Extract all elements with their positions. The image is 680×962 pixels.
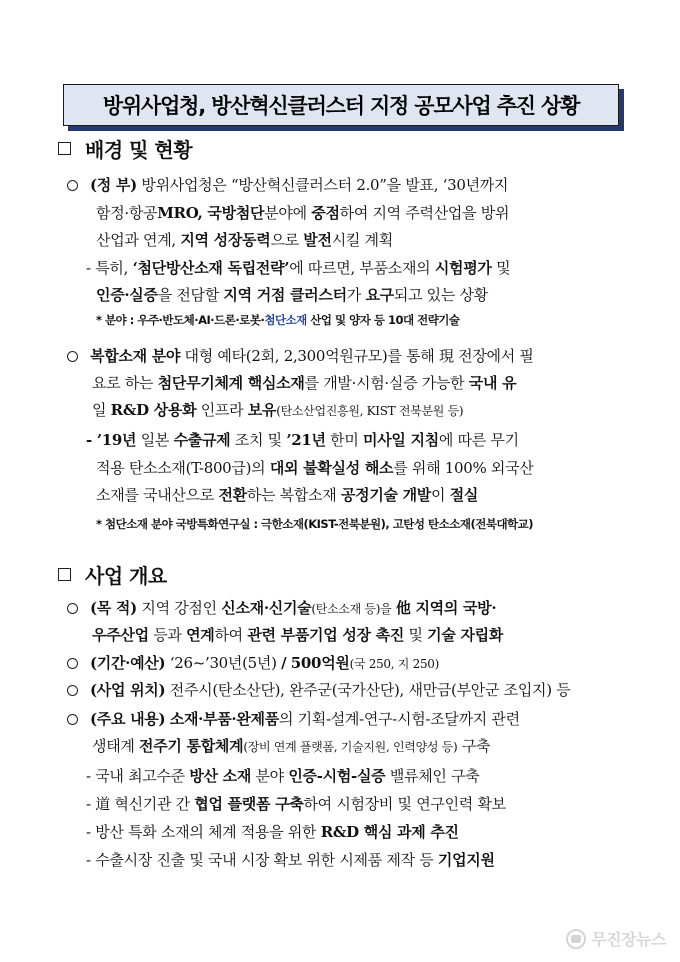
text-span: 되고 있는 상황 [393,286,488,304]
text-span: 방위사업청은 “방산혁신클러스터 2.0”을 발표, ‘30년까지 [141,176,509,194]
text-span: 이 [431,486,446,504]
watermark-text: 무진장뉴스 [591,930,666,949]
text-span: 전주시(탄소산단), 완주군(국가산단), 새만금(부안군 조입지) 등 [169,681,571,699]
bold-span: - ’19년 [86,431,137,449]
bold-span: 미사일 지침 [363,431,439,449]
bold-span: 중점 [311,204,340,222]
title-box [63,84,619,126]
text-span: 인프라 [200,401,244,419]
bold-span: R&D 상용화 [110,401,197,419]
text-span: (탄소산업진흥원, KIST 전북분원 등) [276,404,464,418]
bold-span: 전환 [218,486,247,504]
text-span: 의 기획-설계-연구-시험-조달까지 관련 [278,710,520,728]
text-span: 등과 [153,626,182,644]
paragraph-label: (사업 위치) [90,681,166,699]
section-title: 배경 및 현황 [85,138,193,162]
paragraph-line [67,709,520,729]
text-span: 에 따른 무기 [438,431,519,449]
logo-icon [566,929,586,949]
bold-span: 기술 자립화 [427,626,504,644]
square-bullet-icon [58,568,71,581]
text-span: 산업 및 양자 등 10대 전략기술 [310,313,460,327]
text-span: 대형 예타(2회, 2,300억원규모)를 통해 現 전장에서 필 [184,347,534,365]
paragraph-line [67,653,439,674]
paragraph-line [67,598,496,619]
paragraph-line [92,736,490,757]
text-span: 적용 탄소소재(T-800급)의 [96,459,266,477]
text-span: 가 [346,286,361,304]
paragraph-line [96,230,393,250]
bold-span: 관련 부품기업 성장 촉진 [247,626,405,644]
footnote [96,516,533,532]
text-span: 산업과 연계, [96,231,176,249]
bold-span: ’21년 [286,431,326,449]
bold-span: 지역 성장동력 [180,231,271,249]
text-span: 에 따르면, 부품소재의 [289,259,431,277]
bold-span: 他 지역의 국방· [395,599,497,617]
paragraph-line [67,175,508,195]
circle-bullet-icon [67,180,78,191]
circle-bullet-icon [67,685,78,696]
bold-span: 신소재·신기술 [221,599,312,617]
dash-line [96,285,488,305]
text-span: 일 [92,401,107,419]
dash-line [96,485,478,505]
highlight-span: 첨단소재 [264,313,307,327]
bold-span: 지역 거점 클러스터 [223,286,347,304]
bold-span: 인증-시험-실증 [288,767,386,785]
bold-span: ‘첨단방산소재 독립전략’ [132,259,290,277]
dash-line [86,766,479,786]
section-title: 사업 개요 [85,564,167,588]
text-span: - 특히, [86,259,129,277]
text-span: - 道 혁신기관 간 [86,795,190,813]
paragraph-line [92,625,503,645]
text-span: ‘26~’30년(5년) [169,654,277,672]
paragraph-label: (목 적) [90,599,137,617]
paragraph-line [92,400,463,421]
watermark [566,927,666,950]
bold-span: 500억원 [290,654,350,672]
text-span: * 첨단소재 분야 국방특화연구실 : 극한소재(KIST-전북분원), 고탄성 탄소소재(전북대학교) [96,517,534,531]
text-span: 를 위해 100% 외국산 [393,459,534,477]
bold-span: 절실 [449,486,479,504]
text-span: 하는 복합소재 [246,486,337,504]
circle-bullet-icon [67,658,78,669]
text-span: 분야 [255,767,284,785]
paragraph-label: (주요 내용) [90,710,166,728]
dash-line [86,794,506,814]
bold-span: 국내 유 [468,374,517,392]
bold-span: R&D 핵심 과제 추진 [320,823,459,841]
text-span: 요로 하는 [92,374,154,392]
paragraph-line [92,373,516,393]
dash-line [86,430,519,450]
text-span: 조치 및 [234,431,282,449]
text-span: 밸류체인 구축 [389,767,480,785]
paragraph-line [67,346,534,366]
text-span: 일본 [140,431,170,449]
text-span: 생태계 [92,737,135,755]
bold-span: MRO, 국방첨단 [157,204,265,222]
text-span: * 분야 : 우주·반도체·AI·드론·로봇· [96,313,265,327]
bold-span: 첨단무기체계 핵심소재 [157,374,305,392]
bold-span: 연계 [186,626,215,644]
bold-span: 대외 불확실성 해소 [269,459,394,477]
circle-bullet-icon [67,603,78,614]
text-span: 으로 [270,231,299,249]
text-span: - 국내 최고수준 [86,767,185,785]
bold-span: 소재·부품·완제품 [169,710,279,728]
text-span: (탄소소재 등)을 [311,602,392,616]
bold-span: 발전 [303,231,332,249]
section-heading-background [58,134,192,163]
paragraph-line [96,203,509,223]
text-span: - 수출시장 진출 및 국내 시장 확보 위한 시제품 제작 등 [86,851,434,869]
footnote [96,312,460,328]
text-span: 및 [496,259,511,277]
bold-span: 기업지원 [437,851,495,869]
dash-line [86,850,495,870]
paragraph-line [67,680,570,700]
text-span: 분야에 [264,204,307,222]
bold-span: / [281,654,287,672]
dash-line [86,822,459,842]
text-span: 지역 강점인 [141,599,217,617]
dash-line [96,458,533,478]
bold-span: 시험평가 [434,259,492,277]
square-bullet-icon [58,142,71,155]
text-span: 를 개발·시험·실증 가능한 [304,374,465,392]
circle-bullet-icon [67,714,78,725]
bold-span: 전주기 통합체계 [139,737,244,755]
bold-span: 방산 소재 [189,767,252,785]
bold-span: 복합소재 분야 [90,347,181,365]
text-span: 하여 [214,626,243,644]
text-span: 소재를 국내산으로 [96,486,214,504]
section-heading-overview [58,560,167,589]
dash-line [86,258,510,278]
circle-bullet-icon [67,351,78,362]
text-span: 하여 시험장비 및 연구인력 확보 [303,795,506,813]
text-span: 함정·항공 [96,204,158,222]
paragraph-label: (기간·예산) [90,654,166,672]
page-title: 방위사업청, 방산혁신클러스터 지정 공모사업 추진 상황 [102,94,580,118]
bold-span: 인증·실증 [96,286,158,304]
text-span: (장비 연계 플랫폼, 기술지원, 인력양성 등) [243,740,458,754]
bold-span: 보유 [247,401,277,419]
bold-span: 수출규제 [173,431,231,449]
text-span: 한미 [330,431,359,449]
text-span: 시킬 계획 [331,231,393,249]
text-span: 구축 [461,737,491,755]
text-span: (국 250, 지 250) [349,657,439,671]
bold-span: 공정기술 개발 [340,486,432,504]
text-span: 및 [408,626,423,644]
paragraph-label: (정 부) [90,176,137,194]
text-span: - 방산 특화 소재의 체계 적용을 위한 [86,823,317,841]
bold-span: 우주산업 [92,626,149,644]
bold-span: 협업 플랫폼 구축 [194,795,304,813]
text-span: 하여 지역 주력산업을 방위 [339,204,510,222]
text-span: 을 전담할 [157,286,219,304]
bold-span: 요구 [365,286,394,304]
